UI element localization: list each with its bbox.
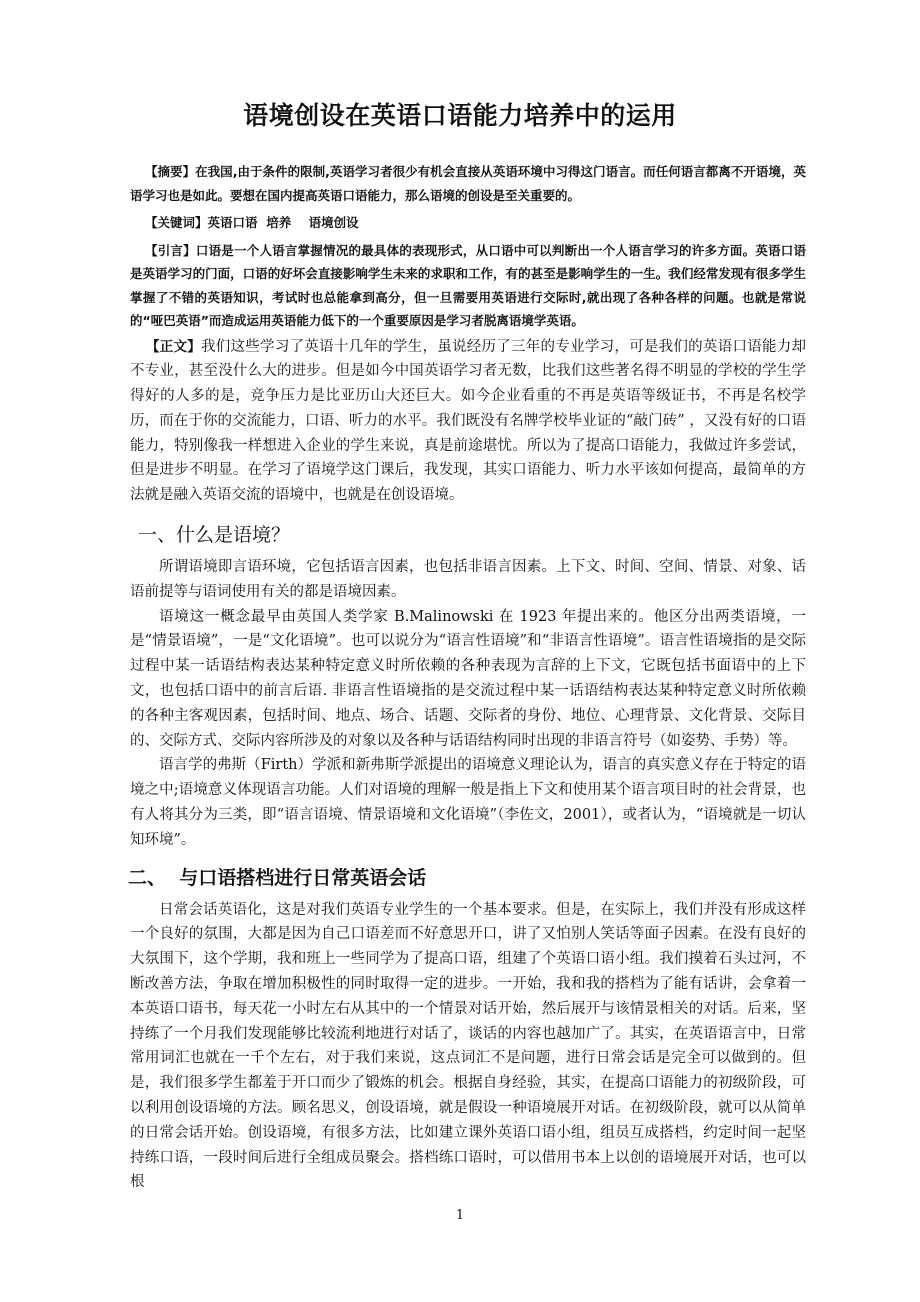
keywords-label: 【关键词】: [145, 215, 208, 230]
section-heading-1: 一、什么是语境？: [138, 524, 291, 547]
main-text-body: 我们这些学习了英语十几年的学生，虽说经历了三年的专业学习，可是我们的英语口语能力却不专业，甚至没什么大的进步。但是如今中国英语学习者无数，比我们这些著名得不明显的学校的学生学得好的人多的是，竞争压力是比亚历山大还巨大。如今企业看重的不再是英语等级证书，不再是名校学历，而在于你的交流能力，口语、听力的水平。我们既没有名牌学校毕业证的“敲门砖” ，又没有好的口语能力，特别像我一样想进入企业的学生来说，真是前途堪忧。所以为了提高口语能力，我做过许多尝试，但是进步不明显。在学习了语境学这门课后，我发现，其实口语能力、听力水平该如何提高，最简单的方法就是融入英语交流的语境中，也就是在创设语境。: [130, 338, 807, 504]
abstract-text: 在我国,由于条件的限制,英语学习者很少有机会直接从英语环境中习得这门语言。而任何语言都离不开语境，英语学习也是如此。要想在国内提高英语口语能力，那么语境的创设是至关重要的。: [130, 164, 806, 203]
page-number: 1: [455, 1208, 465, 1223]
document-body: [130, 160, 806, 1195]
keywords-text: 英语口语 培养 语境创设: [207, 215, 359, 230]
intro-text: 口语是一个人语言掌握情况的最具体的表现形式，从口语中可以判断出一个人语言学习的许多方面。英语口语是英语学习的门面，口语的好坏会直接影响学生未来的求职和工作，有的甚至是影响学生的一生。我们经常发现有很多学生掌握了不错的英语知识，考试时也总能拿到高分，但一旦需要用英语进行交际时,就出现了各种各样的问题。也就是常说的“哑巴英语”而造成运用英语能力低下的一个重要原因是学习者脱离语境学英语。: [130, 242, 806, 328]
intro-label: 【引言】: [145, 242, 196, 258]
abstract: [130, 160, 806, 207]
section2-paragraph: 日常会话英语化，这是对我们英语专业学生的一个基本要求。但是，在实际上，我们并没有形成这样一个良好的氛围，大都是因为自己口语差而不好意思开口，讲了又怕别人笑话等面子因素。在没有良好的大氛围下，这个学期，我和班上一些同学为了提高口语，组建了个英语口语小组。我们摸着石头过河，不断改善方法，争取在增加积极性的同时取得一定的进步。一开始，我和我的搭档为了能有话讲，会拿着一本英语口语书，每天花一小时左右从其中的一个情景对话开始，然后展开与该情景相关的对话。后来，坚持练了一个月我们发现能够比较流利地进行对话了，谈话的内容也越加广了。其实，在英语语言中，日常常用词汇也就在一千个左右，对于我们来说，这点词汇不是问题，进行日常会话是完全可以做到的。但是，我们很多学生都羞于开口而少了锻炼的机会。根据自身经验，其实，在提高口语能力的初级阶段，可以利用创设语境的方法。顾名思义，创设语境，就是假设一种语境展开对话。在初级阶段，就可以从简单的日常会话开始。创设语境，有很多方法，比如建立课外英语口语小组，组员互成搭档，约定时间一起坚持练口语，一段时间后进行全组成员聚会。搭档练口语时，可以借用书本上以创的语境展开对话，也可以根: [130, 901, 806, 1191]
abstract-label: 【摘要】: [145, 164, 196, 179]
section1-paragraph: 语境这一概念最早由英国人类学家 B.Malinowski 在 1923 年提出来的。他区分出两类语境，一是“情景语境”，一是“文化语境”。也可以说分为“语言性语境”和“非语言性语境”。语言性语境指的是交际过程中某一话语结构表达某种特定意义时所依赖的各种表现为言辞的上下文，它既包括书面语中的上下文，也包括口语中的前言后语. 非语言性语境指的是交流过程中某一话语结构表达某种特定意义时所依赖的各种主客观因素，包括时间、地点、场合、话题、交际者的身份、地位、心理背景、文化背景、交际目的、交际方式、交际内容所涉及的对象以及各种与话语结构同时出现的非语言符号（如姿势、手势）等。: [130, 608, 806, 749]
section1-paragraph: 语言学的弗斯（Firth）学派和新弗斯学派提出的语境意义理论认为，语言的真实意义存在于特定的语境之中;语境意义体现语言功能。人们对语境的理解一般是指上下文和使用某个语言项目时的社会背景，也有人将其分为三类，即“语言语境、情景语境和文化语境”（李佐文，2001），或者认为，“语境就是一切认知环境”。: [130, 757, 806, 848]
section-heading-2: 二、 与口语搭档进行日常英语会话: [128, 866, 427, 889]
page-title: 语境创设在英语口语能力培养中的运用: [243, 101, 677, 130]
introduction: [130, 239, 806, 333]
main-text: [130, 335, 806, 509]
section1-paragraph: 所谓语境即言语环境，它包括语言因素，也包括非语言因素。上下文、时间、空间、情景、对象、话语前提等与语词使用有关的都是语境因素。: [130, 559, 806, 600]
keywords: [130, 211, 806, 235]
main-label: 【正文】: [145, 338, 201, 355]
